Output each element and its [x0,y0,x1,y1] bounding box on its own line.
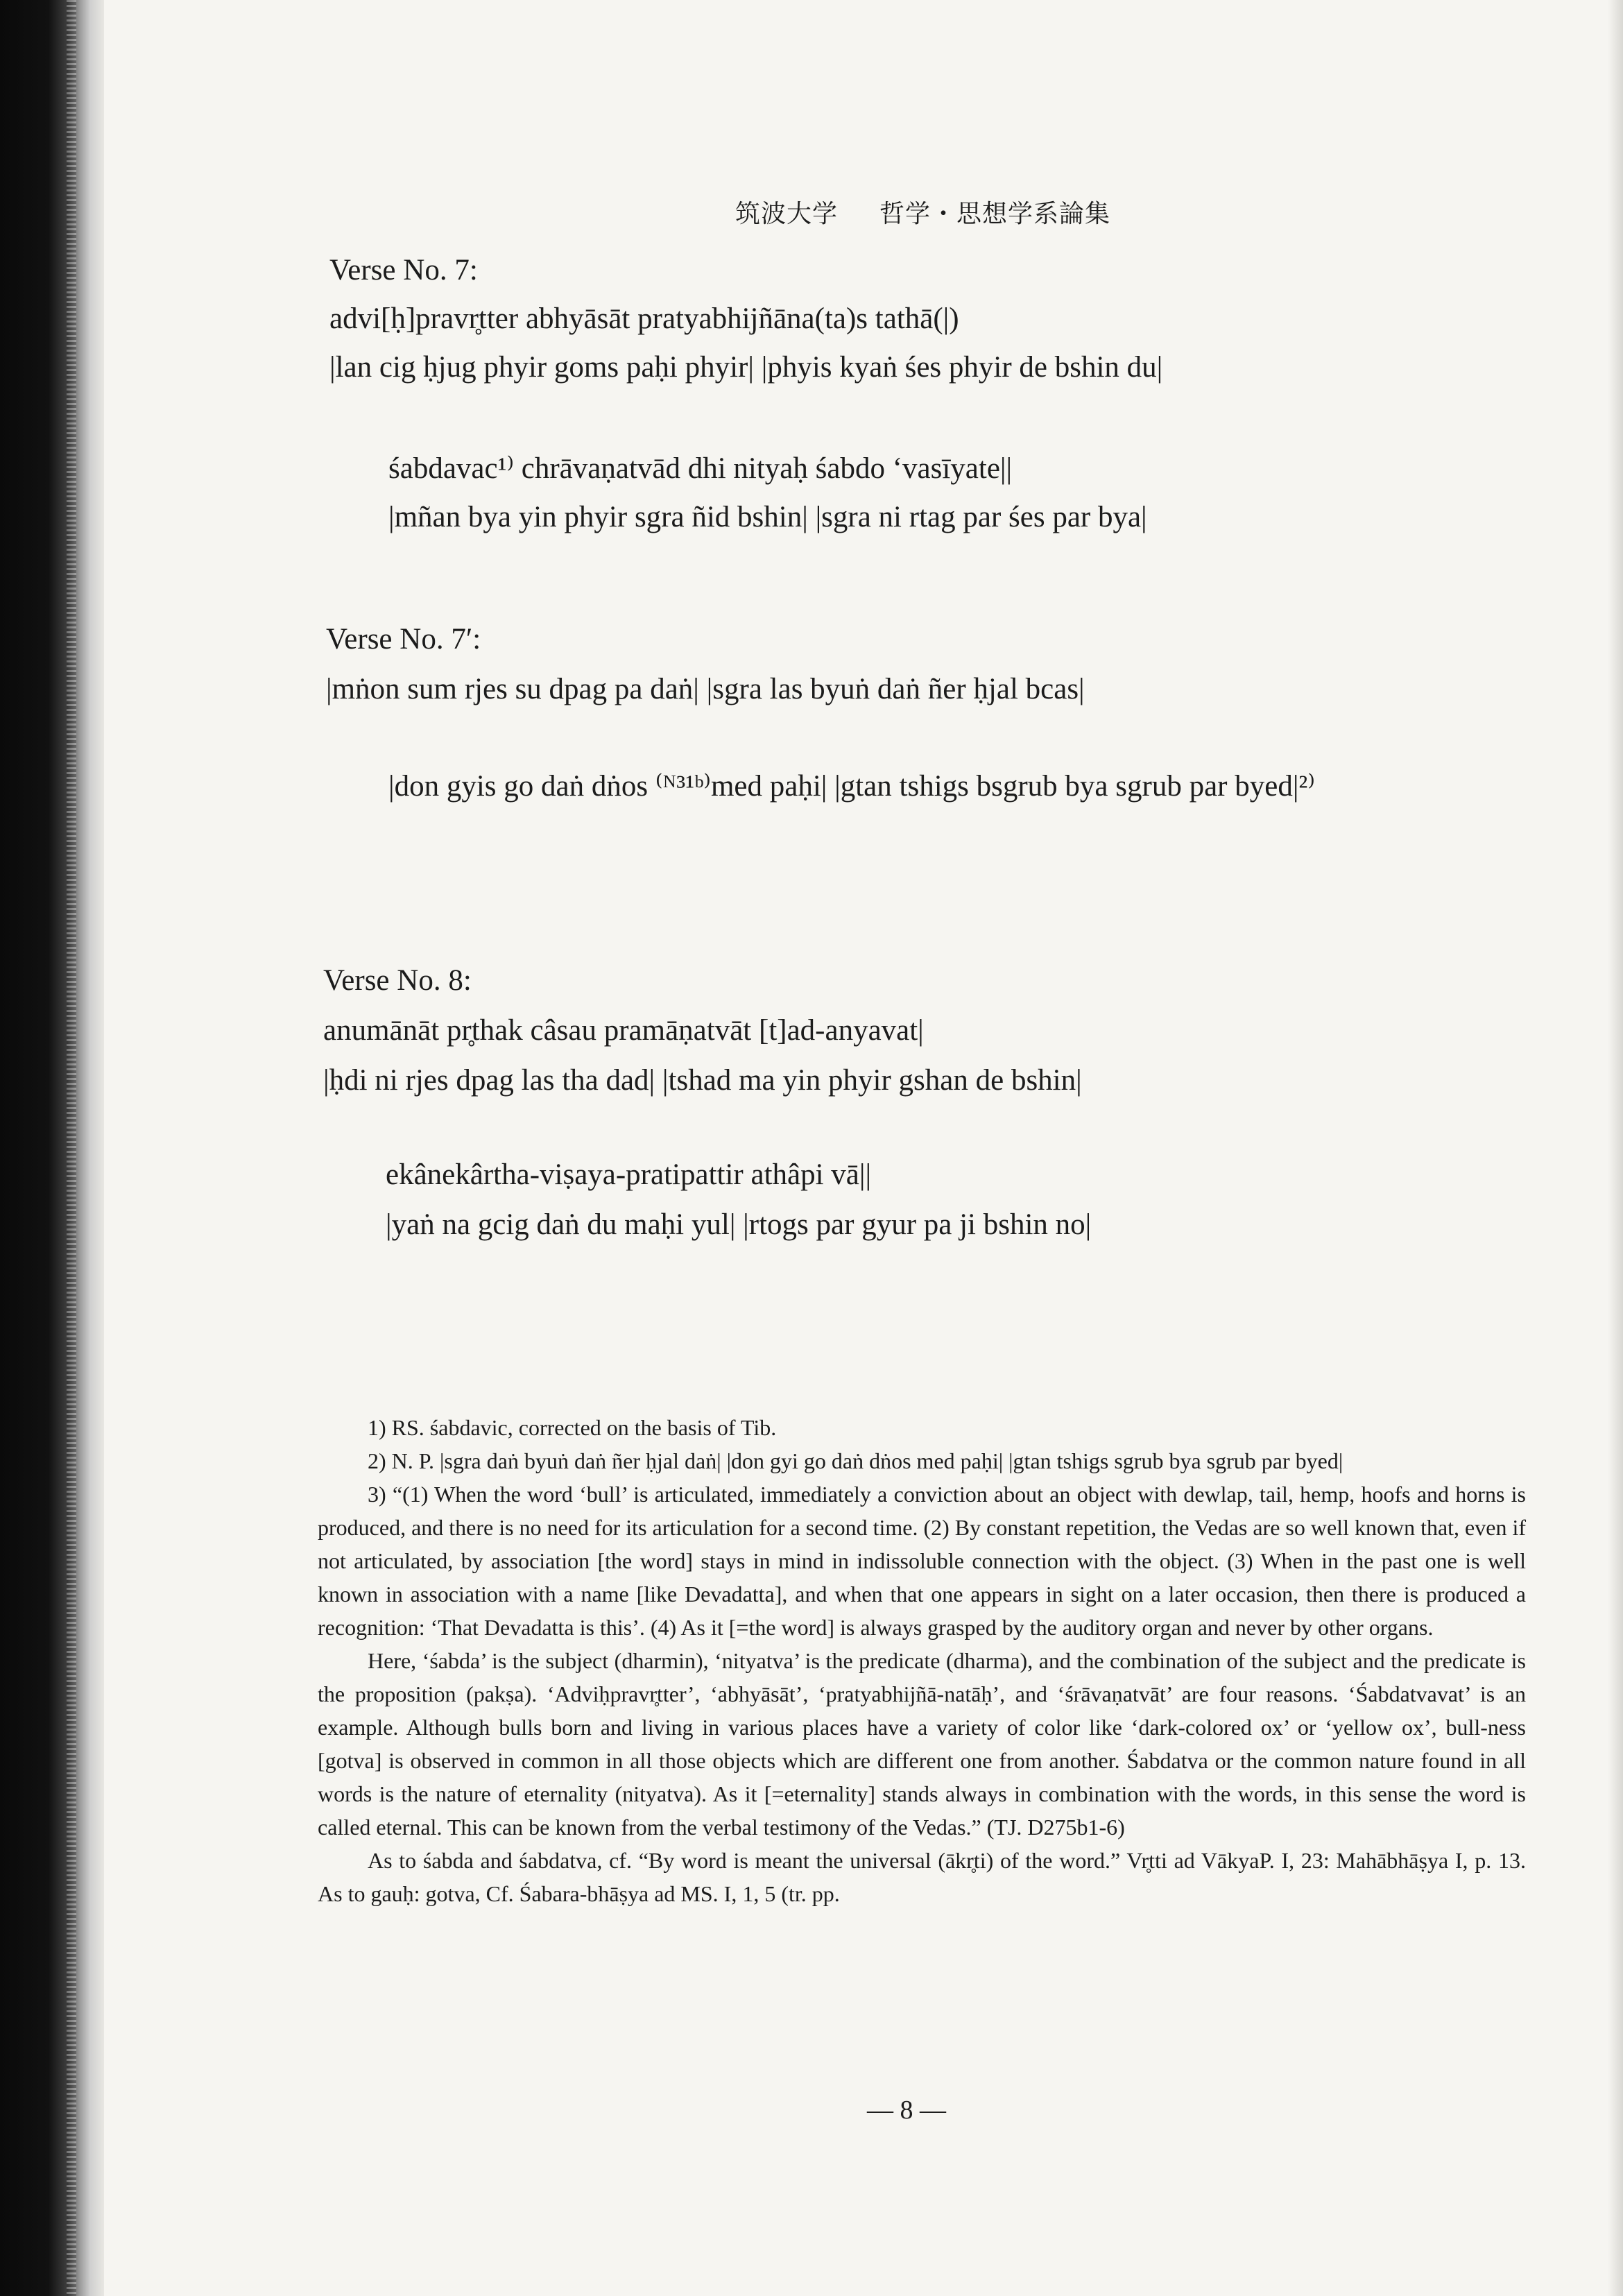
verse-line-sanskrit: ekânekârtha-viṣaya-pratipattir athâpi vā|| [386,1158,872,1191]
verse-line-tibetan: |don gyis go daṅ dṅos ⁽ᴺ³¹ᵇ⁾med paḥi| |gtan tshigs bsgrub bya sgrub par byed|²⁾ [388,770,1315,803]
verse-line-sanskrit: anumānāt pr̥thak câsau pramāṇatvāt [t]ad-anyavat| [323,1014,924,1047]
page-edge-shadow [1608,0,1623,2296]
page-number: — 8 — [867,2096,946,2125]
verse-heading: Verse No. 8: [323,964,472,997]
verse-line-tibetan: |ḥdi ni rjes dpag las tha dad| |tshad ma yin phyir gshan de bshin| [323,1064,1082,1097]
verse-line-tibetan: |lan cig ḥjug phyir goms paḥi phyir| |phyis kyaṅ śes phyir de bshin du| [329,351,1163,384]
book-binding-shadow [0,0,104,2296]
verse-line-tibetan: |yaṅ na gcig daṅ du maḥi yul| |rtogs par gyur pa ji bshin no| [386,1208,1092,1241]
verse-line-tibetan: |mṅon sum rjes su dpag pa daṅ| |sgra las byuṅ daṅ ñer ḥjal bcas| [326,673,1085,705]
verse-heading: Verse No. 7′: [326,623,481,656]
verse-line-sanskrit: śabdavac¹⁾ chrāvaṇatvād dhi nityaḥ śabdo ‘vasīyate|| [388,452,1013,485]
running-header [735,194,1110,230]
header-university: 筑波大学 [735,200,839,228]
footnote-1: 1) RS. śabdavic, corrected on the basis of Tib. [368,1415,777,1440]
verse-heading: Verse No. 7: [329,254,478,286]
footnote-3-paragraph: As to śabda and śabdatva, cf. “By word is meant the universal (ākr̥ti) of the word.” Vr̥tti ad VākyaP. I, 23: Mahābhāṣya I, p. 13. As to gauḥ: gotva, Cf. Śabara-bhāṣya ad MS. I, 1, 5 (tr. pp. [318,1848,1526,1906]
header-journal: 哲学・思想学系論集 [879,200,1111,228]
footnote-2: 2) N. P. |sgra daṅ byuṅ daṅ ñer ḥjal daṅ| |don gyi go daṅ dṅos med paḥi| |gtan tshigs sgrub bya sgrub par byed| [368,1448,1343,1473]
verse-line-sanskrit: advi[ḥ]pravr̥tter abhyāsāt pratyabhijñāna(ta)s tathā(|) [329,302,959,335]
footnote-3: 3) “(1) When the word ‘bull’ is articulated, immediately a conviction about an object with dewlap, tail, hemp, hoofs and horns is produced, and there is no need for its articulation for a second time. (2) By constant repetition, the Vedas are so well known that, even if not articulated, by association [the word] stays in mind in indissoluble connection with the object. (3) When in the past one is well known in association with a name [like Devadatta], and when that one appears in sight on a later occasion, then there is produced a recognition: ‘That Devadatta is this’. (4) As it [=the word] is always grasped by the auditory organ and never by other organs. [318,1482,1526,1640]
verse-line-tibetan: |mñan bya yin phyir sgra ñid bshin| |sgra ni rtag par śes par bya| [388,501,1147,533]
footnotes [318,1411,1526,1910]
footnote-3-paragraph: Here, ‘śabda’ is the subject (dharmin), ‘nityatva’ is the predicate (dharma), and the combination of the subject and the predicate is the proposition (pakṣa). ‘Adviḥpravr̥tter’, ‘abhyāsāt’, ‘pratyabhijñā-natāḥ’, and ‘śrāvaṇatvāt’ are four reasons. ‘Śabdatvavat’ is an example. Although bulls born and living in various places have a variety of color like ‘dark-colored ox’ or ‘yellow ox’, bull-ness [gotva] is observed in common in all those objects which are different one from another. Śabdatva or the common nature found in all words is the nature of eternality (nityatva). As it [=eternality] stands always in combination with the words, in this sense the word is called eternal. This can be known from the verbal testimony of the Vedas.” (TJ. D275b1-6) [318,1648,1526,1840]
